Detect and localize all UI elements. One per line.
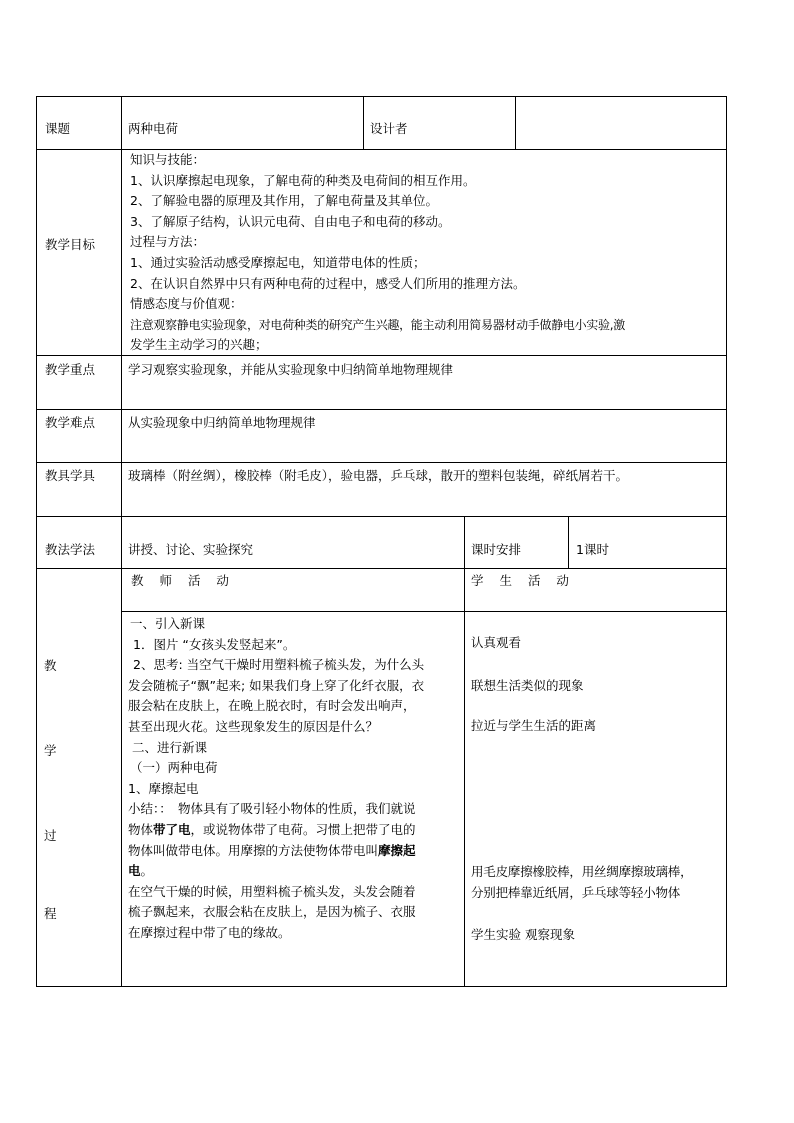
table-border-right (726, 96, 727, 987)
objectives-line: 情感态度与价值观： (130, 296, 243, 312)
objectives-line: 2、了解验电器的原理及其作用，了解电荷量及其单位。 (130, 193, 438, 209)
table-border-top (36, 96, 727, 97)
emphasis-friction-charging: 摩擦起 (378, 842, 416, 858)
objectives-line: 1、认识摩擦起电现象，了解电荷的种类及电荷间的相互作用。 (130, 172, 476, 188)
schedule-label: 课时安排 (471, 542, 522, 557)
student-activity-item: 联想生活类似的现象 (471, 678, 584, 693)
teacher-subsection: （一）两种电荷 (130, 760, 218, 776)
teacher-summary: 小结：： 物体具有了吸引轻小物体的性质，我们就说 (128, 801, 416, 817)
teacher-item: 2、思考: 当空气干燥时用塑料梳子梳头发，为什么头 (133, 657, 425, 673)
designer-label: 设计者 (370, 121, 408, 136)
process-side-char: 程 (44, 906, 57, 921)
row-divider (36, 516, 727, 517)
objectives-content (130, 150, 720, 356)
objectives-line: 注意观察静电实验现象，对电荷种类的研究产生兴趣，能主动利用简易器材动手做静电小实验,激 (130, 317, 625, 332)
teacher-item: 1．图片 “女孩头发竖起来”。 (133, 636, 296, 652)
topic-value: 两种电荷 (128, 121, 179, 136)
teacher-summary: 电。 (128, 863, 154, 879)
emphasis-charged: 带了电 (153, 821, 191, 837)
col-divider-schedule (464, 516, 465, 987)
teacher-summary: 物体带了电，或说物体带了电荷。习惯上把带了电的 (128, 821, 416, 837)
difficulties-value: 从实验现象中归纳简单地物理规律 (128, 415, 316, 430)
objectives-label: 教学目标 (45, 237, 96, 252)
student-activity-item: 拉近与学生生活的距离 (471, 718, 597, 733)
equipment-value: 玻璃棒（附丝绸），橡胶棒（附毛皮），验电器，乒乓球，散开的塑料包装绳，碎纸屑若干。 (128, 468, 629, 483)
teacher-item: 服会粘在皮肤上，在晚上脱衣时，有时会发出响声， (128, 698, 416, 714)
process-side-char: 教 (44, 658, 57, 673)
student-activity-item: 分别把棒靠近纸屑，乒乓球等轻小物体 (471, 885, 681, 900)
teacher-activity-content (128, 614, 460, 944)
row-divider (36, 409, 727, 410)
row-divider (36, 568, 727, 569)
student-activity-item: 学生实验 观察现象 (471, 927, 575, 942)
teacher-activity-header: 教 师 活 动 (131, 573, 235, 588)
methods-value: 讲授、讨论、实验探究 (128, 542, 254, 557)
col-divider-schedule-value (568, 516, 569, 569)
teacher-paragraph: 梳子飘起来，衣服会粘在皮肤上，是因为梳子、衣服 (128, 904, 416, 920)
teacher-subsection-item: 1、摩擦起电 (128, 780, 199, 796)
objectives-line: 2、在认识自然界中只有两种电荷的过程中，感受人们所用的推理方法。 (130, 275, 526, 291)
row-divider (121, 611, 727, 612)
objectives-line: 知识与技能： (130, 152, 206, 167)
student-activity-item: 用毛皮摩擦橡胶棒，用丝绸摩擦玻璃棒， (471, 864, 693, 879)
row-divider (36, 462, 727, 463)
equipment-label: 教具学具 (45, 468, 96, 483)
col-divider-designer-value (515, 96, 516, 150)
student-activity-item: 认真观看 (471, 635, 522, 650)
objectives-line: 1、通过实验活动感受摩擦起电，知道带电体的性质； (130, 254, 426, 270)
col-divider-label (121, 96, 122, 987)
teacher-paragraph: 在摩擦过程中带了电的缘故。 (128, 924, 291, 940)
key-points-value: 学习观察实验现象，并能从实验现象中归纳简单地物理规律 (128, 362, 454, 377)
difficulties-label: 教学难点 (45, 415, 96, 430)
schedule-value: 1课时 (576, 542, 609, 557)
teacher-paragraph: 在空气干燥的时候，用塑料梳子梳头发，头发会随着 (128, 883, 416, 899)
objectives-line: 3、了解原子结构，认识元电荷、自由电子和电荷的移动。 (130, 213, 451, 229)
teacher-section-intro: 一、引入新课 (130, 616, 206, 631)
key-points-label: 教学重点 (45, 362, 96, 377)
teacher-summary: 物体叫做带电体。用摩擦的方法使物体带电叫摩擦起 (128, 842, 416, 858)
teacher-section-new: 二、进行新课 (132, 739, 208, 755)
process-side-char: 学 (44, 743, 57, 758)
objectives-line: 过程与方法： (130, 234, 206, 250)
objectives-line: 发学生主动学习的兴趣； (130, 337, 268, 353)
teacher-item: 甚至出现火花。这些现象发生的原因是什么？ (128, 718, 379, 734)
process-side-char: 过 (44, 828, 57, 843)
col-divider-designer (363, 96, 364, 150)
methods-label: 教法学法 (45, 542, 96, 557)
student-activity-header: 学 生 活 动 (471, 573, 575, 588)
topic-label: 课题 (45, 121, 71, 136)
teacher-item: 发会随梳子“飘”起来; 如果我们身上穿了化纤衣服，衣 (128, 677, 425, 693)
table-border-bottom (36, 986, 727, 987)
table-border-left (36, 96, 37, 987)
